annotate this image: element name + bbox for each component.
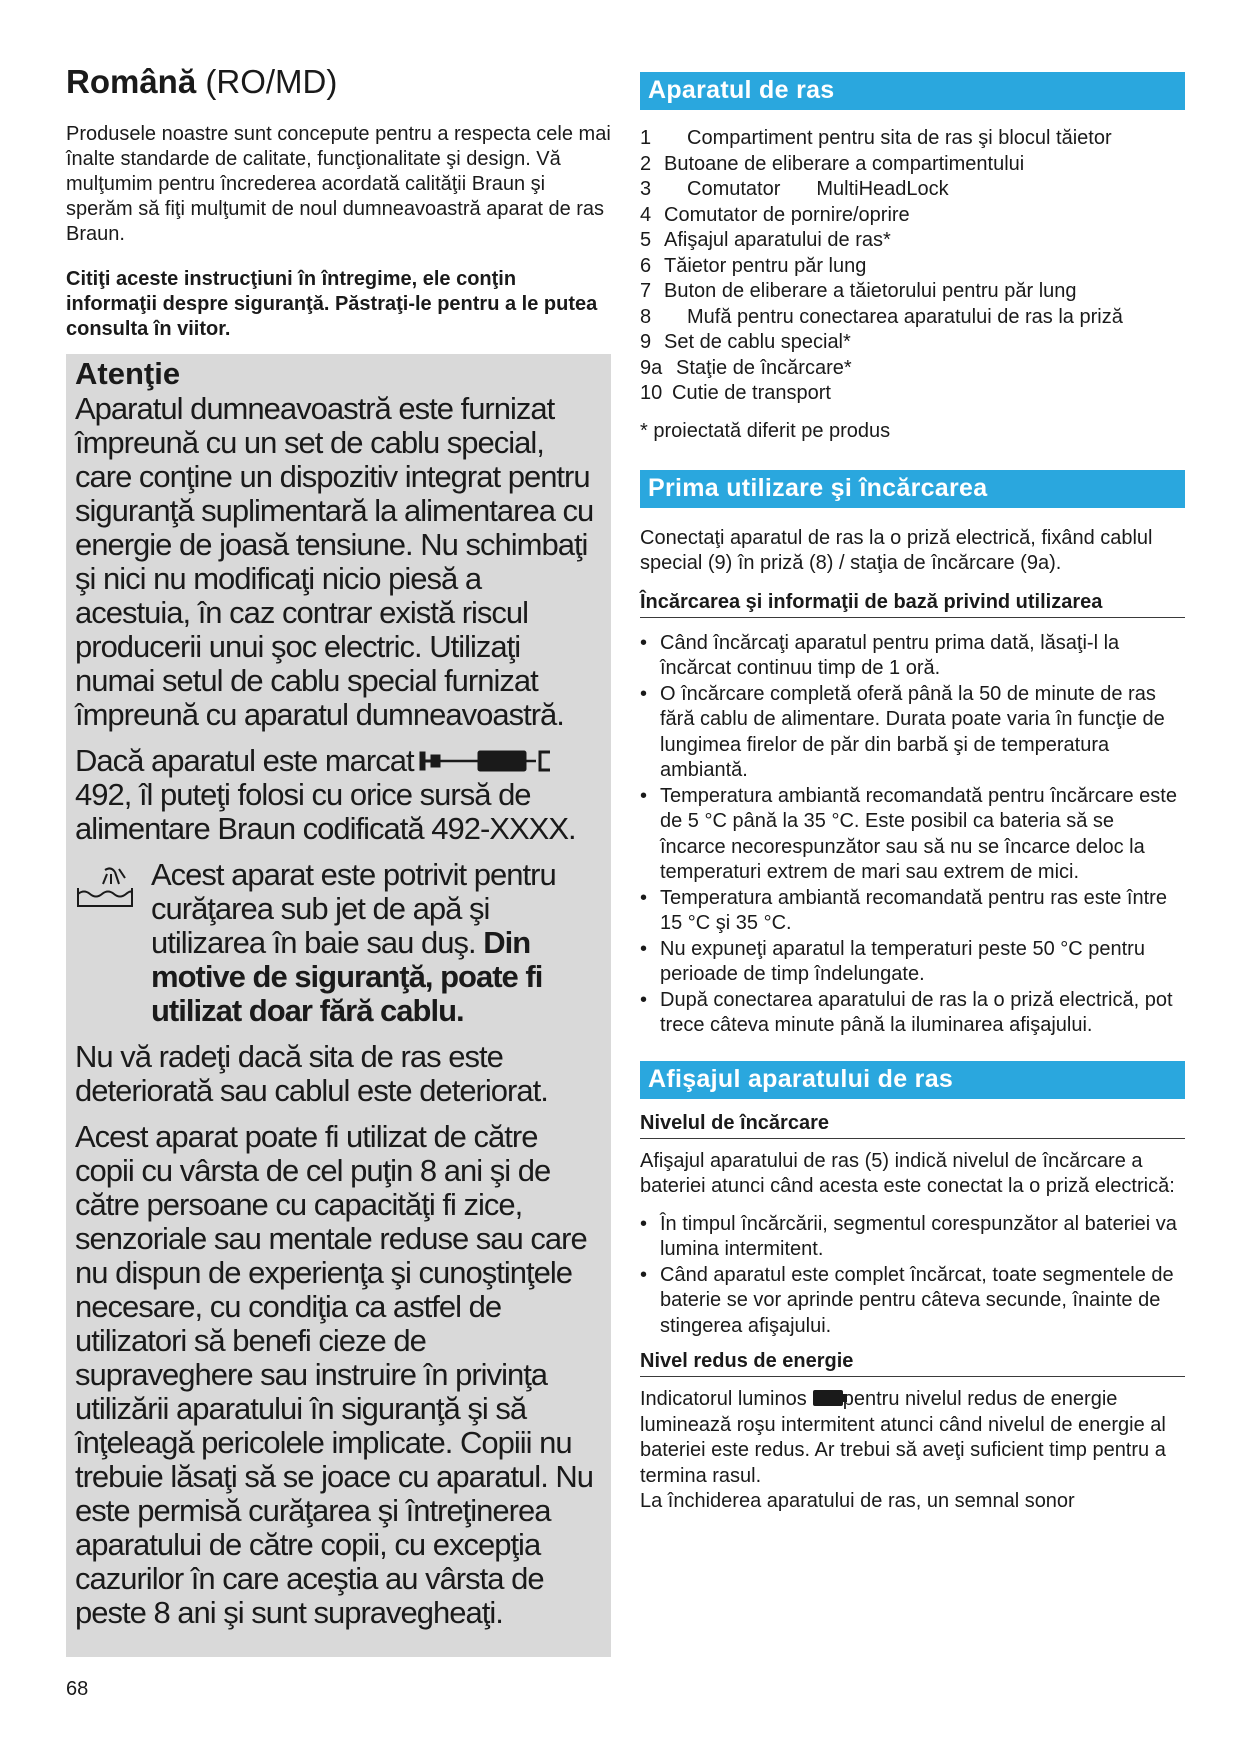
charging-subheading: Încărcarea şi informaţii de bază privind utilizarea: [640, 590, 1185, 618]
attention-box: [66, 354, 611, 1657]
parts-list-item: [640, 203, 1185, 229]
attention-damaged-paragraph: Nu vă radeţi dacă sita de ras este deteriorată sau cablul este deteriorat.: [75, 1039, 548, 1108]
parts-list-item: [640, 152, 1185, 178]
parts-list-item: [640, 381, 1185, 407]
bullet-item: • Temperatura ambiantă recomandată pentru încărcare este de 5 °C până la 35 °C. Este posibil ca bateria să se încarce necorespunzător sau să nu se încarce deloc la temperaturi extrem de mari sau extrem de mici.: [640, 784, 1185, 886]
bullet-item: • În timpul încărcării, segmentul corespunzător al bateriei va lumina intermitent.: [640, 1212, 1185, 1263]
low-energy-text-post: pentru nivelul redus de energie luminează roşu intermitent atunci când nivelul de energie al bateriei este redus. Ar trebui să aveţi suficient timp pentru a termina rasul.: [640, 1388, 1166, 1487]
part-label: Set de cablu special*: [664, 331, 851, 353]
low-battery-icon: [813, 1389, 847, 1407]
attention-water-paragraph: [75, 858, 603, 1028]
section-header-display: Afişajul aparatului de ras: [640, 1061, 1185, 1099]
charge-level-subheading: Nivelul de încărcare: [640, 1111, 1185, 1139]
low-energy-text: [640, 1387, 1185, 1515]
part-number: 8: [640, 305, 652, 328]
language-title: [66, 62, 611, 102]
parts-list-item: [640, 356, 1185, 382]
marking-text-post: 492, îl puteţi folosi cu orice sursă de alimentare Braun codificată 492-XXXX.: [75, 777, 576, 846]
water-text-bold: Din motive de siguranţă, poate fi utilizat doar fără cablu.: [151, 925, 543, 1028]
part-number: 2: [640, 152, 652, 175]
bullet-item: • Nu expuneţi aparatul la temperaturi peste 50 °C pentru perioade de timp îndelungate.: [640, 937, 1185, 988]
part-label: Mufă pentru conectarea aparatului de ras la priză: [687, 305, 1123, 328]
bullet-item: • Când încărcaţi aparatul pentru prima dată, lăsaţi-l la încărcat continuu timp de 1 oră.: [640, 631, 1185, 682]
part-label: Butoane de eliberare a compartimentului: [664, 152, 1025, 175]
section-header-shaver: Aparatul de ras: [640, 72, 1185, 110]
page-number: 68: [66, 1678, 89, 1700]
parts-list-item: [640, 177, 1185, 203]
parts-list-item: [640, 254, 1185, 280]
part-label: Staţie de încărcare*: [676, 356, 852, 379]
attention-children-paragraph: Acest aparat poate fi utilizat de către copii cu vârsta de cel puţin 8 ani şi de către persoane cu capacităţi fi zice, senzoriale sau mentale reduse sau care nu dispun de experienţa şi cunoştinţele necesare, cu condiţia ca astfel de utilizatori să benefi cieze de supraveghere sau instruire în privinţa utilizării aparatului în siguranţă şi să înţeleagă pericolele implicate. Copiii nu trebuie lăsaţi să se joace cu aparatul. Nu este permisă curăţarea şi întreţinerea aparatului de către copii, cu excepţia cazurilor în care aceştia au vârsta de peste 8 ani şi sunt supravegheaţi.: [75, 1119, 594, 1630]
low-energy-text-last: La închiderea aparatului de ras, un semnal sonor: [640, 1490, 1075, 1512]
water-text: Acest aparat este potrivit pentru curăţarea sub jet de apă şi utilizarea în baie sau duş.: [151, 857, 556, 960]
right-column: [640, 72, 1185, 1515]
part-label: Comutator: [687, 178, 781, 200]
parts-list: [640, 126, 1185, 407]
part-number: 9: [640, 331, 652, 353]
part-label: Afişajul aparatului de ras*: [664, 229, 891, 251]
part-label: Buton de eliberare a tăietorului pentru păr lung: [664, 280, 1077, 302]
part-label: Cutie de transport: [672, 382, 831, 404]
part-label-suffix: MultiHeadLock: [816, 178, 949, 200]
parts-list-item: [640, 330, 1185, 356]
attention-title: Atenţie: [75, 356, 181, 391]
low-energy-subheading: Nivel redus de energie: [640, 1349, 1185, 1377]
attention-cable-paragraph: Aparatul dumneavoastră este furnizat împreună cu un set de cablu special, care conţine un dispozitiv integrat pentru siguranţă suplimentară la alimentarea cu energie de joasă tensiune. Nu schimbaţi şi nici nu modificaţi nicio piesă a acestuia, în caz contrar există riscul producerii unui şoc electric. Utilizaţi numai setul de cablu special furnizat împreună cu aparatul dumneavoastră.: [75, 391, 594, 732]
charge-level-bullets: [640, 1212, 1185, 1340]
part-number: 6: [640, 254, 652, 277]
first-use-text: Conectaţi aparatul de ras la o priză electrică, fixând cablul special (9) în priză (8) / staţia de încărcare (9a).: [640, 526, 1153, 574]
part-label: Compartiment pentru sita de ras şi blocul tăietor: [687, 127, 1112, 149]
marking-text-pre: Dacă aparatul este marcat: [75, 743, 414, 778]
language-title-bold: Română: [66, 63, 197, 100]
part-number: 9a: [640, 356, 663, 379]
intro-bold-text: Citiţi aceste instrucţiuni în întregime, ele conţin informaţii despre siguranţă. Păstraţi-le pentru a le putea consulta în viitor.: [66, 268, 598, 340]
part-label: Tăietor pentru păr lung: [664, 254, 867, 277]
intro-text: Produsele noastre sunt concepute pentru a respecta cele mai înalte standarde de calitate, funcţionalitate şi design. Vă mulţumim pentru încrederea acordată calităţii Braun şi sperăm să fiţi mulţumit de noul dumneavoastră aparat de ras Braun.: [66, 123, 611, 245]
attention-marking-paragraph: [75, 744, 603, 846]
parts-list-item: [640, 305, 1185, 331]
bullet-item: • Când aparatul este complet încărcat, toate segmentele de baterie se vor aprinde pentru câteva secunde, înainte de stingerea afişajului.: [640, 1263, 1185, 1340]
part-number: 4: [640, 203, 652, 226]
bullet-item: • O încărcare completă oferă până la 50 de minute de ras fără cablu de alimentare. Durata poate varia în funcţie de lungimea firelor de păr din barbă şi de temperatura ambiantă.: [640, 682, 1185, 784]
language-title-code: (RO/MD): [196, 63, 338, 100]
left-column: [66, 62, 611, 1630]
parts-list-item: [640, 126, 1185, 152]
parts-list-item: [640, 279, 1185, 305]
part-number: 1: [640, 127, 652, 149]
part-number: 7: [640, 280, 652, 302]
part-number: 10: [640, 382, 663, 404]
bullet-item: • Temperatura ambiantă recomandată pentru ras este între 15 °C şi 35 °C.: [640, 886, 1185, 937]
low-energy-text-pre: Indicatorul luminos: [640, 1388, 807, 1410]
charge-level-text: Afişajul aparatului de ras (5) indică nivelul de încărcare a bateriei atunci când acesta este conectat la o priză electrică:: [640, 1149, 1175, 1197]
parts-list-item: [640, 228, 1185, 254]
part-number: 5: [640, 229, 652, 251]
section-header-first-use: Prima utilizare şi încărcarea: [640, 470, 1185, 508]
part-label: Comutator de pornire/oprire: [664, 203, 910, 226]
power-supply-marking-icon: [416, 748, 556, 774]
parts-footnote: * proiectată diferit pe produs: [640, 419, 891, 442]
water-shower-icon: [75, 864, 135, 910]
part-number: 3: [640, 178, 652, 200]
charging-bullets: [640, 631, 1185, 1039]
bullet-item: • După conectarea aparatului de ras la o priză electrică, pot trece câteva minute până la iluminarea afişajului.: [640, 988, 1185, 1039]
